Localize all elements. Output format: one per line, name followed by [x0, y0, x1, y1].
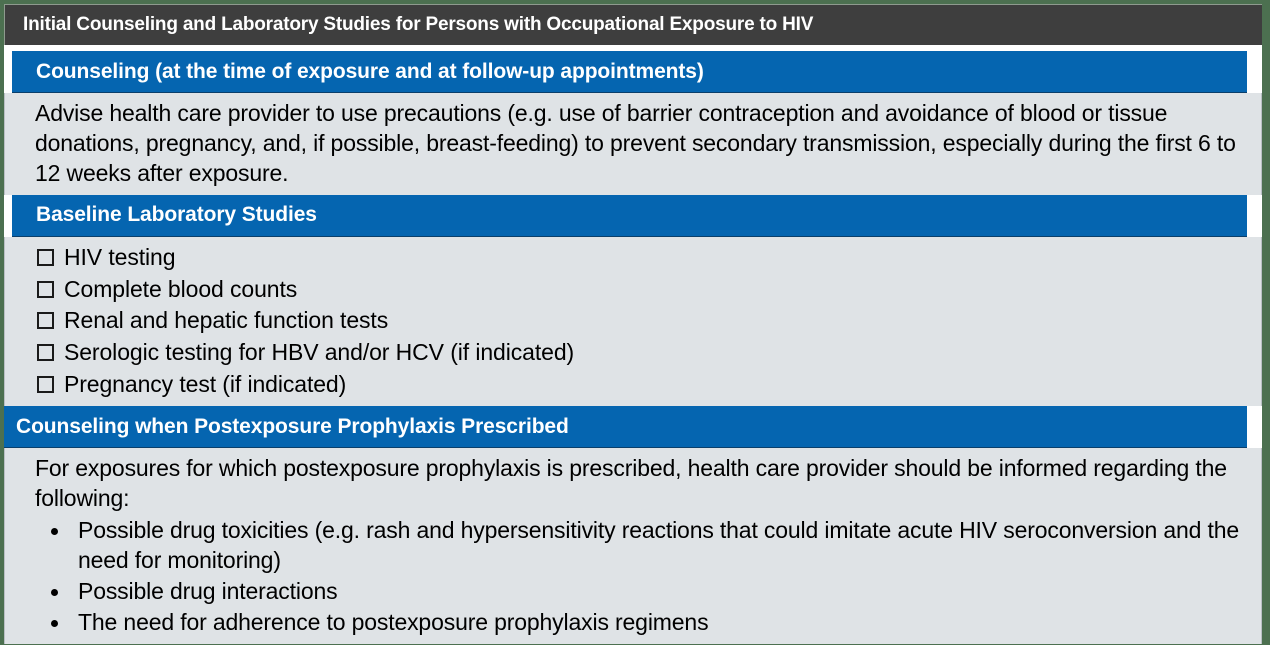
section-header-counseling-exposure [12, 51, 1247, 93]
section-counseling-exposure [4, 51, 1262, 195]
bullet-dot-icon [51, 528, 58, 535]
checklist-label: Renal and hepatic function tests [64, 307, 389, 334]
section-header-label: Counseling (at the time of exposure and at follow-up appointments) [36, 59, 704, 83]
list-item[interactable] [35, 243, 1251, 273]
bullet-label: Possible drug toxicities (e.g. rash and hypersensitivity reactions that could imitate acute HIV seroconversion and the need for monitoring) [78, 516, 1240, 573]
checklist-label: Pregnancy test (if indicated) [64, 371, 347, 398]
checkbox-unchecked-icon[interactable] [37, 249, 54, 266]
checklist-label: Serologic testing for HBV and/or HCV (if indicated) [64, 339, 575, 366]
checklist-label: HIV testing [64, 243, 176, 270]
section-baseline-laboratory-studies [4, 195, 1262, 406]
list-item[interactable] [35, 338, 1251, 368]
list-item [51, 608, 1251, 638]
list-item [51, 516, 1251, 576]
document-title: Initial Counseling and Laboratory Studies for Persons with Occupational Exposure to HIV [23, 14, 814, 35]
bullet-dot-icon [51, 589, 58, 596]
bullet-label: The need for adherence to postexposure prophylaxis regimens [78, 608, 709, 635]
checkbox-unchecked-icon[interactable] [37, 312, 54, 329]
checkbox-unchecked-icon[interactable] [37, 281, 54, 298]
section-body-baseline-laboratory-studies [4, 237, 1262, 406]
section-header-baseline-laboratory-studies [12, 195, 1247, 237]
list-item[interactable] [35, 306, 1251, 336]
pep-intro-paragraph: For exposures for which postexposure prophylaxis is prescribed, health care provider should be informed regarding the following: [35, 455, 1227, 512]
list-item[interactable] [35, 370, 1251, 400]
list-item [51, 577, 1251, 607]
document-title-bar [4, 4, 1262, 45]
section-header-counseling-pep-prescribed [4, 406, 1247, 448]
section-header-label: Counseling when Postexposure Prophylaxis Prescribed [16, 414, 569, 438]
checkbox-unchecked-icon[interactable] [37, 344, 54, 361]
bullet-dot-icon [51, 620, 58, 627]
section-body-counseling-exposure [4, 93, 1262, 195]
baseline-lab-checklist [35, 243, 1251, 400]
list-item[interactable] [35, 275, 1251, 305]
document-panel-inner [4, 4, 1262, 635]
checkbox-unchecked-icon[interactable] [37, 376, 54, 393]
section-counseling-pep-prescribed [4, 406, 1262, 644]
pep-bullet-list [35, 516, 1251, 638]
checklist-label: Complete blood counts [64, 275, 298, 302]
section-body-counseling-pep-prescribed [4, 448, 1262, 644]
counseling-exposure-paragraph: Advise health care provider to use precautions (e.g. use of barrier contraception and avoidance of blood or tissue donations, pregnancy, and, if possible, breast-feeding) to prevent secondary transmission, especially during the first 6 to 12 weeks after exposure. [35, 100, 1236, 186]
bullet-label: Possible drug interactions [78, 577, 338, 604]
section-header-label: Baseline Laboratory Studies [36, 203, 317, 227]
